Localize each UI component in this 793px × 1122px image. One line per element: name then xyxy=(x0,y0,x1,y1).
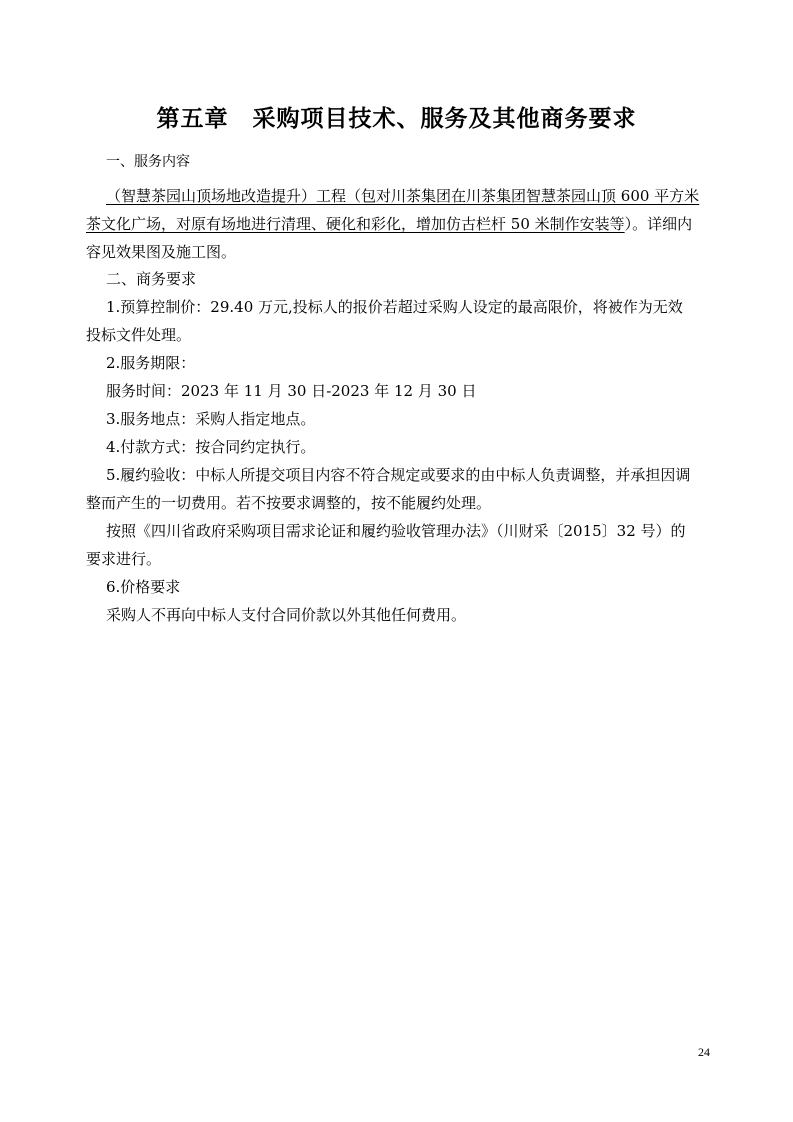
service-location-item: 3.服务地点：采购人指定地点。 xyxy=(106,410,316,428)
price-requirement-text: 采购人不再向中标人支付合同价款以外其他任何费用。 xyxy=(106,606,467,624)
section-heading-service-content: 一、服务内容 xyxy=(106,154,190,170)
project-name: （智慧茶园山顶场地改造提升）工程（ xyxy=(106,187,362,205)
paragraph-line xyxy=(106,186,699,206)
service-time: 服务时间：2023 年 11 月 30 日-2023 年 12 月 30 日 xyxy=(106,382,477,400)
budget-item: 1.预算控制价：29.40 万元,投标人的报价若超过采购人设定的最高限价，将被作为无效 xyxy=(106,298,683,316)
acceptance-item-cont: 整而产生的一切费用。若不按要求调整的，按不能履约处理。 xyxy=(86,494,492,512)
service-period-item: 2.服务期限： xyxy=(106,354,196,372)
regulation-paragraph-cont: 要求进行。 xyxy=(86,550,162,568)
page-number: 24 xyxy=(698,1045,710,1059)
price-requirement-item: 6.价格要求 xyxy=(106,578,181,596)
payment-method-item: 4.付款方式：按合同约定执行。 xyxy=(106,438,316,456)
section-heading-business: 二、商务要求 xyxy=(106,270,197,288)
project-scope: 包对川茶集团在川茶集团智慧茶园山顶 600 平方米 xyxy=(361,187,700,205)
budget-item-cont: 投标文件处理。 xyxy=(86,326,192,344)
paragraph-line xyxy=(86,214,692,234)
paragraph-line: 容见效果图及施工图。 xyxy=(86,243,237,261)
project-scope-cont: 茶文化广场，对原有场地进行清理、硬化和彩化，增加仿古栏杆 50 米制作安装等 xyxy=(86,215,625,233)
chapter-title: 第五章 采购项目技术、服务及其他商务要求 xyxy=(156,106,637,132)
paragraph-text: ）。详细内 xyxy=(624,215,693,233)
regulation-paragraph: 按照《四川省政府采购项目需求论证和履约验收管理办法》（川财采〔2015〕32 号）的 xyxy=(106,522,686,540)
acceptance-item: 5.履约验收：中标人所提交项目内容不符合规定或要求的由中标人负责调整，并承担因调 xyxy=(106,466,691,484)
